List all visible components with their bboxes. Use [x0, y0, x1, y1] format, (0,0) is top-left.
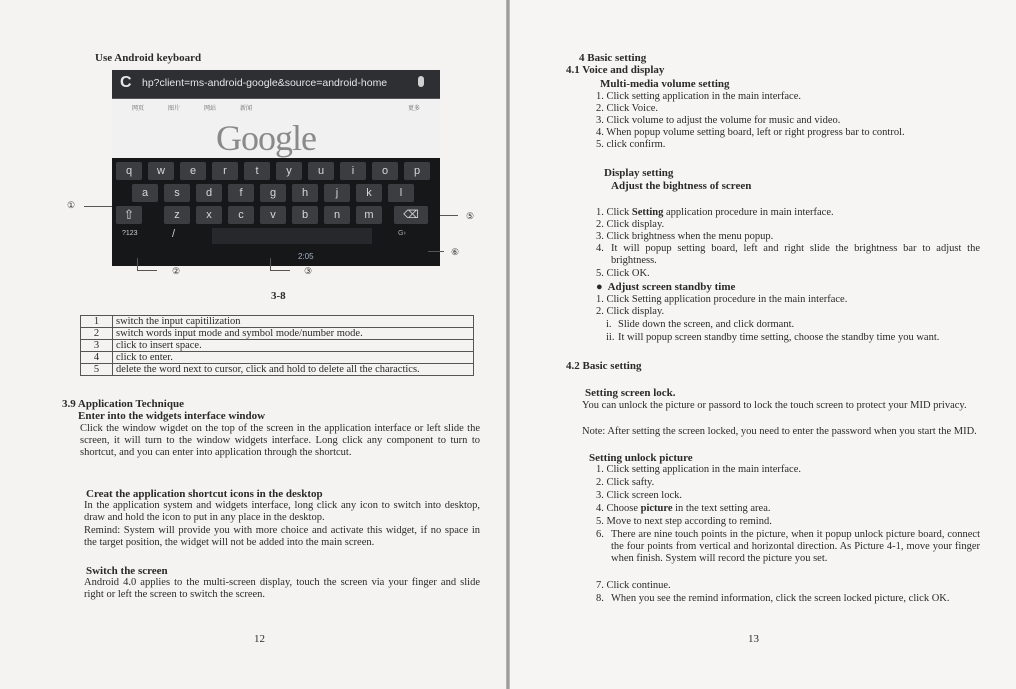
- unlock-step: [596, 464, 980, 476]
- enter-key-icon: G›: [398, 230, 406, 237]
- step-text: application procedure in main interface.: [663, 207, 834, 218]
- step-number: 4.: [596, 243, 604, 254]
- section-heading: 3.9 Application Technique: [62, 398, 184, 410]
- key-s: s: [164, 184, 190, 202]
- volume-step: 2. Click Voice.: [596, 103, 659, 114]
- left-page: [0, 0, 506, 689]
- key-i: i: [340, 162, 366, 180]
- unlock-step: [596, 529, 980, 565]
- step-text: Click OK.: [606, 268, 650, 279]
- step-number: 3.: [596, 490, 604, 501]
- right-page: [510, 0, 1016, 689]
- step-number: 6.: [596, 529, 604, 540]
- step-number: 3.: [596, 231, 604, 242]
- browser-url-bar: [112, 70, 440, 99]
- standby-substep: [606, 319, 980, 331]
- standby-heading-text: Adjust screen standby time: [607, 281, 736, 293]
- unlock-step: [596, 516, 980, 528]
- callout-line-3: [270, 258, 271, 270]
- key-r: r: [212, 162, 238, 180]
- microphone-icon: [418, 76, 424, 87]
- table-row: [81, 328, 474, 340]
- volume-heading: Multi-media volume setting: [600, 78, 730, 90]
- step-text: When you see the remind information, click the screen locked picture, click OK.: [611, 593, 950, 604]
- space-bar: [212, 228, 372, 244]
- google-logo: Google: [216, 118, 316, 158]
- key-h: h: [292, 184, 318, 202]
- brightness-step: [596, 243, 980, 267]
- step-number: 7.: [596, 580, 604, 591]
- shortcut-heading: Creat the application shortcut icons in the desktop: [86, 488, 323, 500]
- key-w: w: [148, 162, 174, 180]
- key-j: j: [324, 184, 350, 202]
- bullet-icon: ●: [596, 281, 603, 293]
- key-p: p: [404, 162, 430, 180]
- table-cell: switch words input mode and symbol mode/number mode.: [113, 328, 474, 340]
- table-cell: 2: [81, 328, 113, 340]
- brightness-heading: Adjust the bightness of screen: [611, 180, 752, 192]
- google-tab: 新闻: [240, 106, 253, 112]
- key-k: k: [356, 184, 382, 202]
- basic-setting-heading: 4 Basic setting: [579, 52, 647, 64]
- callout-line-2: [137, 258, 138, 270]
- step-number: 2.: [596, 219, 604, 230]
- google-page: [112, 99, 440, 159]
- lock-heading: Setting screen lock.: [585, 387, 676, 399]
- step-text: Click screen lock.: [606, 490, 683, 501]
- backspace-key-icon: ⌫: [394, 206, 428, 224]
- table-row: [81, 364, 474, 376]
- unlock-step: [596, 503, 980, 515]
- basic-setting-subheading: 4.2 Basic setting: [566, 360, 642, 372]
- table-cell: click to enter.: [113, 352, 474, 364]
- voice-display-heading: 4.1 Voice and display: [566, 64, 665, 76]
- substep-text: It will popup screen standby time setting, choose the standby time you want.: [618, 332, 940, 343]
- google-tab: 图片: [168, 106, 181, 112]
- page-number: 12: [254, 633, 265, 645]
- key-o: o: [372, 162, 398, 180]
- google-tab: 网页: [132, 106, 145, 112]
- shortcut-remind: Remind: System will provide you with more choice and activate this widget, if no space in the target position, the widget will not be added into the main screen.: [84, 525, 480, 548]
- switch-heading: Switch the screen: [86, 565, 168, 577]
- step-text: Click brightness when the menu popup.: [606, 231, 774, 242]
- unlock-step: [596, 593, 980, 605]
- keyboard-heading: Use Android keyboard: [95, 52, 202, 64]
- table-row: [81, 340, 474, 352]
- key-a: a: [132, 184, 158, 202]
- table-cell: 3: [81, 340, 113, 352]
- callout-3: ③: [304, 266, 313, 276]
- soft-keyboard: [112, 158, 440, 266]
- volume-step: 5. click confirm.: [596, 139, 666, 150]
- key-f: f: [228, 184, 254, 202]
- refresh-icon: C: [120, 74, 132, 91]
- key-l: l: [388, 184, 414, 202]
- key-g: g: [260, 184, 286, 202]
- symbol-key: ?123: [122, 230, 138, 237]
- step-text: Choose: [606, 503, 641, 514]
- unlock-step: [596, 477, 980, 489]
- google-tab: 网站: [204, 106, 217, 112]
- callout-line-5: [440, 215, 458, 216]
- callout-line-1: [84, 206, 112, 207]
- callout-6: ⑥: [451, 247, 460, 257]
- keyboard-key-table: [80, 315, 474, 376]
- substep-number: ii.: [606, 332, 615, 343]
- volume-step: 4. When popup volume setting board, left or right progress bar to control.: [596, 127, 905, 138]
- unlock-step: [596, 490, 980, 502]
- shift-key-icon: ⇧: [116, 206, 142, 224]
- standby-substep: [606, 332, 980, 344]
- callout-line-2b: [137, 270, 157, 271]
- key-z: z: [164, 206, 190, 224]
- key-c: c: [228, 206, 254, 224]
- table-cell: 1: [81, 316, 113, 328]
- volume-step: 3. Click volume to adjust the volume for music and video.: [596, 115, 841, 126]
- brightness-step: [596, 268, 980, 280]
- key-q: q: [116, 162, 142, 180]
- key-y: y: [276, 162, 302, 180]
- unlock-heading: Setting unlock picture: [589, 452, 693, 464]
- step-text: Click: [606, 207, 632, 218]
- standby-step: 2. Click display.: [596, 306, 665, 317]
- substep-text: Slide down the screen, and click dormant.: [618, 319, 795, 330]
- callout-1: ①: [67, 200, 76, 210]
- standby-heading: [596, 281, 735, 293]
- page-number: 13: [748, 633, 759, 645]
- callout-2: ②: [172, 266, 181, 276]
- step-text: Click display.: [606, 219, 665, 230]
- step-number: 8.: [596, 593, 604, 604]
- step-text: It will popup setting board, left and right slide the brightness bar to adjust the brightness.: [611, 243, 980, 266]
- display-heading: Display setting: [604, 167, 674, 179]
- status-clock: 2:05: [298, 252, 314, 261]
- table-cell: 4: [81, 352, 113, 364]
- step-text: Click setting application in the main interface.: [606, 464, 801, 475]
- brightness-step: [596, 219, 980, 231]
- step-text: Click safty.: [606, 477, 655, 488]
- key-u: u: [308, 162, 334, 180]
- note-text: Note: After setting the screen locked, you need to enter the password when you start the MID.: [582, 426, 977, 437]
- step-number: 5.: [596, 516, 604, 527]
- volume-step: 1. Click setting application in the main interface.: [596, 91, 801, 102]
- unlock-step: [596, 580, 980, 592]
- figure-label: 3-8: [271, 290, 286, 302]
- keyboard-screenshot: [112, 70, 440, 266]
- key-n: n: [324, 206, 350, 224]
- brightness-step: [596, 207, 980, 219]
- key-m: m: [356, 206, 382, 224]
- url-text: hp?client=ms-android-google&source=android-home: [142, 77, 388, 89]
- step-number: 2.: [596, 477, 604, 488]
- switch-text: Android 4.0 applies to the multi-screen display, touch the screen via your finger and slide right or left the screen to switch the screen.: [84, 577, 480, 600]
- table-cell: 5: [81, 364, 113, 376]
- step-number: 1.: [596, 207, 604, 218]
- table-row: [81, 352, 474, 364]
- key-d: d: [196, 184, 222, 202]
- standby-step: 1. Click Setting application procedure in the main interface.: [596, 294, 848, 305]
- key-e: e: [180, 162, 206, 180]
- table-cell: click to insert space.: [113, 340, 474, 352]
- table-row: [81, 316, 474, 328]
- step-bold: Setting: [631, 207, 664, 218]
- brightness-step: [596, 231, 980, 243]
- lock-text: You can unlock the picture or passord to lock the touch screen to protect your MID privacy.: [582, 400, 967, 411]
- key-b: b: [292, 206, 318, 224]
- shortcut-text: In the application system and widgets interface, long click any icon to switch into desktop, draw and hold the icon to put in any place in the desktop.: [84, 500, 480, 523]
- step-number: 5.: [596, 268, 604, 279]
- step-number: 1.: [596, 464, 604, 475]
- step-text: Click continue.: [606, 580, 671, 591]
- step-text: There are nine touch points in the picture, when it popup unlock picture board, connect the four points from vertical and horizontal direction. As Picture 4-1, move your finger when finish. System will record the picture you set.: [611, 529, 980, 564]
- google-tab: 更多: [408, 106, 421, 112]
- callout-line-3b: [270, 270, 290, 271]
- callout-5: ⑤: [466, 211, 475, 221]
- slash-key: /: [172, 228, 176, 240]
- step-bold: picture: [640, 503, 673, 514]
- widgets-heading: Enter into the widgets interface window: [78, 410, 266, 422]
- step-text: in the text setting area.: [672, 503, 771, 514]
- callout-line-6: [428, 251, 444, 252]
- step-text: Move to next step according to remind.: [606, 516, 772, 527]
- key-v: v: [260, 206, 286, 224]
- table-cell: switch the input capitilization: [113, 316, 474, 328]
- key-t: t: [244, 162, 270, 180]
- table-cell: delete the word next to cursor, click and hold to delete all the charactics.: [113, 364, 474, 376]
- widgets-text: Click the window wigdet on the top of the screen in the application interface or left slide the screen, it will turn to the window widgets interface. Long click any component to turn to shortcut, and you can enter into application through the shortcut.: [80, 423, 480, 458]
- key-x: x: [196, 206, 222, 224]
- substep-number: i.: [606, 319, 612, 330]
- step-number: 4.: [596, 503, 604, 514]
